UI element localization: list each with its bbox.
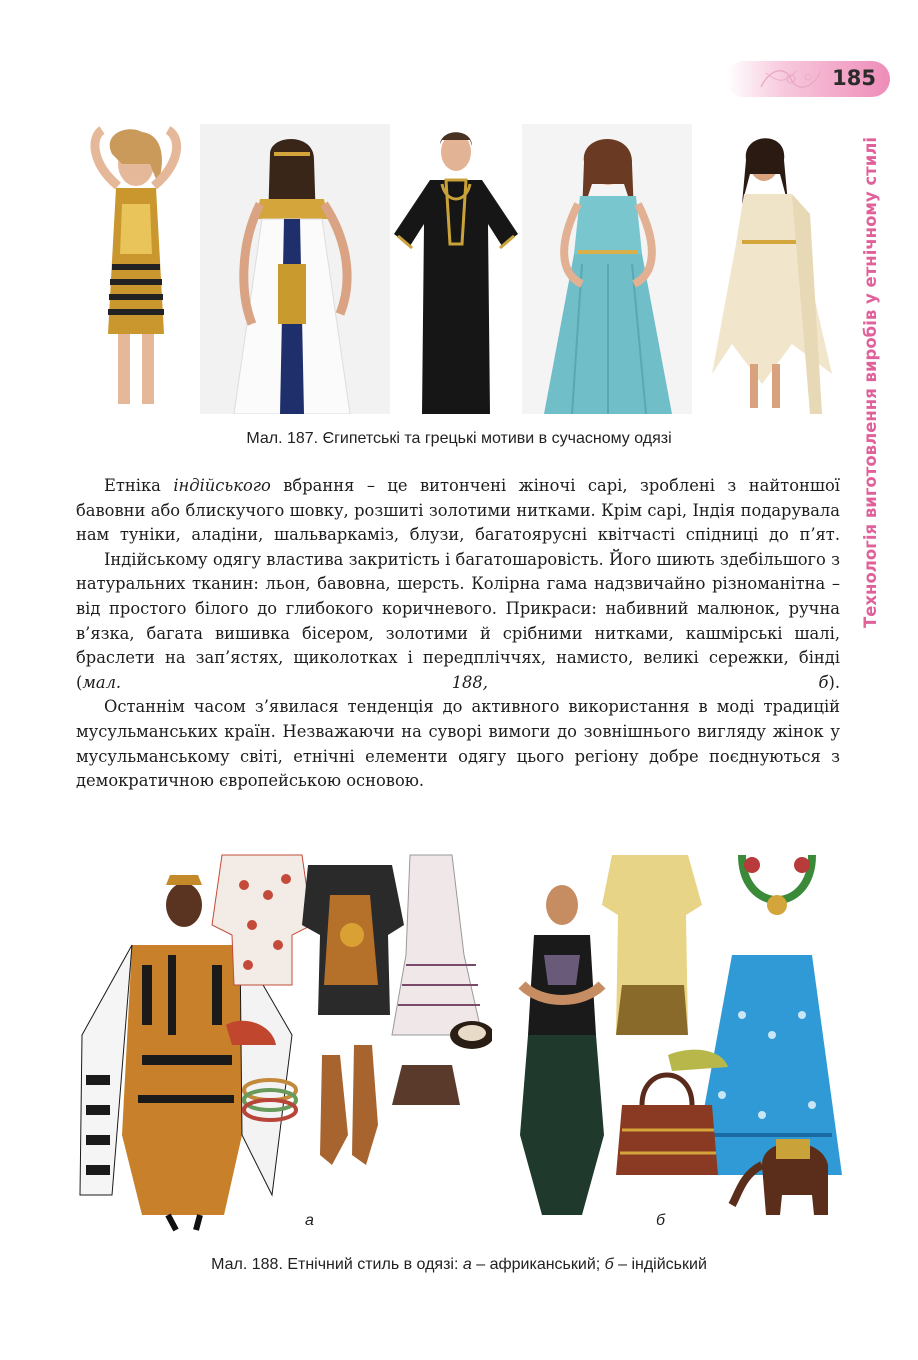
- figure-188-label-a: а: [305, 1212, 314, 1229]
- photo-egyptian-mini-dress: [72, 124, 200, 414]
- figure-188-label-b: б: [656, 1212, 665, 1229]
- photo-cleopatra-dress: [200, 124, 390, 414]
- paragraph-indian-attire: Етніка індійського вбрання – це витончені жіночі сарі, зроблені з найтоншої бавовни або блискучого шовку, розшиті золотими нитками. Крім сарі, Індія подарувала нам туніки, аладіни, шальваркаміз, блузи, багатоярусні квітчасті спідниці до п’ят.: [76, 476, 840, 545]
- photo-blue-greek-gown: [522, 124, 692, 414]
- photo-cream-goddess-dress: [692, 124, 842, 414]
- emphasis-indian: індійського: [173, 476, 271, 495]
- figure-188-caption: Мал. 188. Етнічний стиль в одязі: а – африканський; б – індійський: [211, 1256, 707, 1273]
- paragraph-muslim-trend: Останнім часом з’явилася тенденція до активного використання в моді традицій мусульманських країн. Незважаючи на суворі вимоги до зовнішнього вигляду жінок у мусульманському світі, етнічні елементи одягу цього регіону добре поєднуються з демократичною європейською основою.: [76, 697, 840, 791]
- collage-indian-style: [492, 835, 848, 1235]
- paragraph-indian-features: Індійському одягу властива закритість і багатошаровість. Його шиють здебільшого з натуральних тканин: льон, бавовна, шерсть. Колірна гама надзвичайно різноманітна – від простого білого до глибокого коричневого. Прикраси: набивний малюнок, ручна в’язка, багата вишивка бісером, золотими й срібними нитками, кашмірські шалі, браслети на зап’ястях, щиколотках і передпліччях, намисто, великі сережки, бінді (мал. 188, б).: [76, 549, 840, 692]
- figure-reference: мал. 188, б: [82, 672, 829, 692]
- page-number-tab: [726, 61, 890, 97]
- collage-african-style: [72, 835, 492, 1235]
- page-number: 185: [832, 66, 876, 90]
- body-text: [76, 474, 840, 794]
- floral-ornament-icon: [756, 65, 826, 93]
- figure-187-photos: [72, 124, 842, 414]
- figure-187-caption: Мал. 187. Єгипетські та грецькі мотиви в сучасному одязі: [246, 430, 672, 447]
- chapter-side-title-text: Технологія виготовлення виробів у етнічному стилі: [861, 136, 881, 628]
- photo-black-embroidered-tunic: [390, 124, 522, 414]
- figure-188-photos: [72, 835, 848, 1235]
- chapter-side-title: [856, 122, 886, 642]
